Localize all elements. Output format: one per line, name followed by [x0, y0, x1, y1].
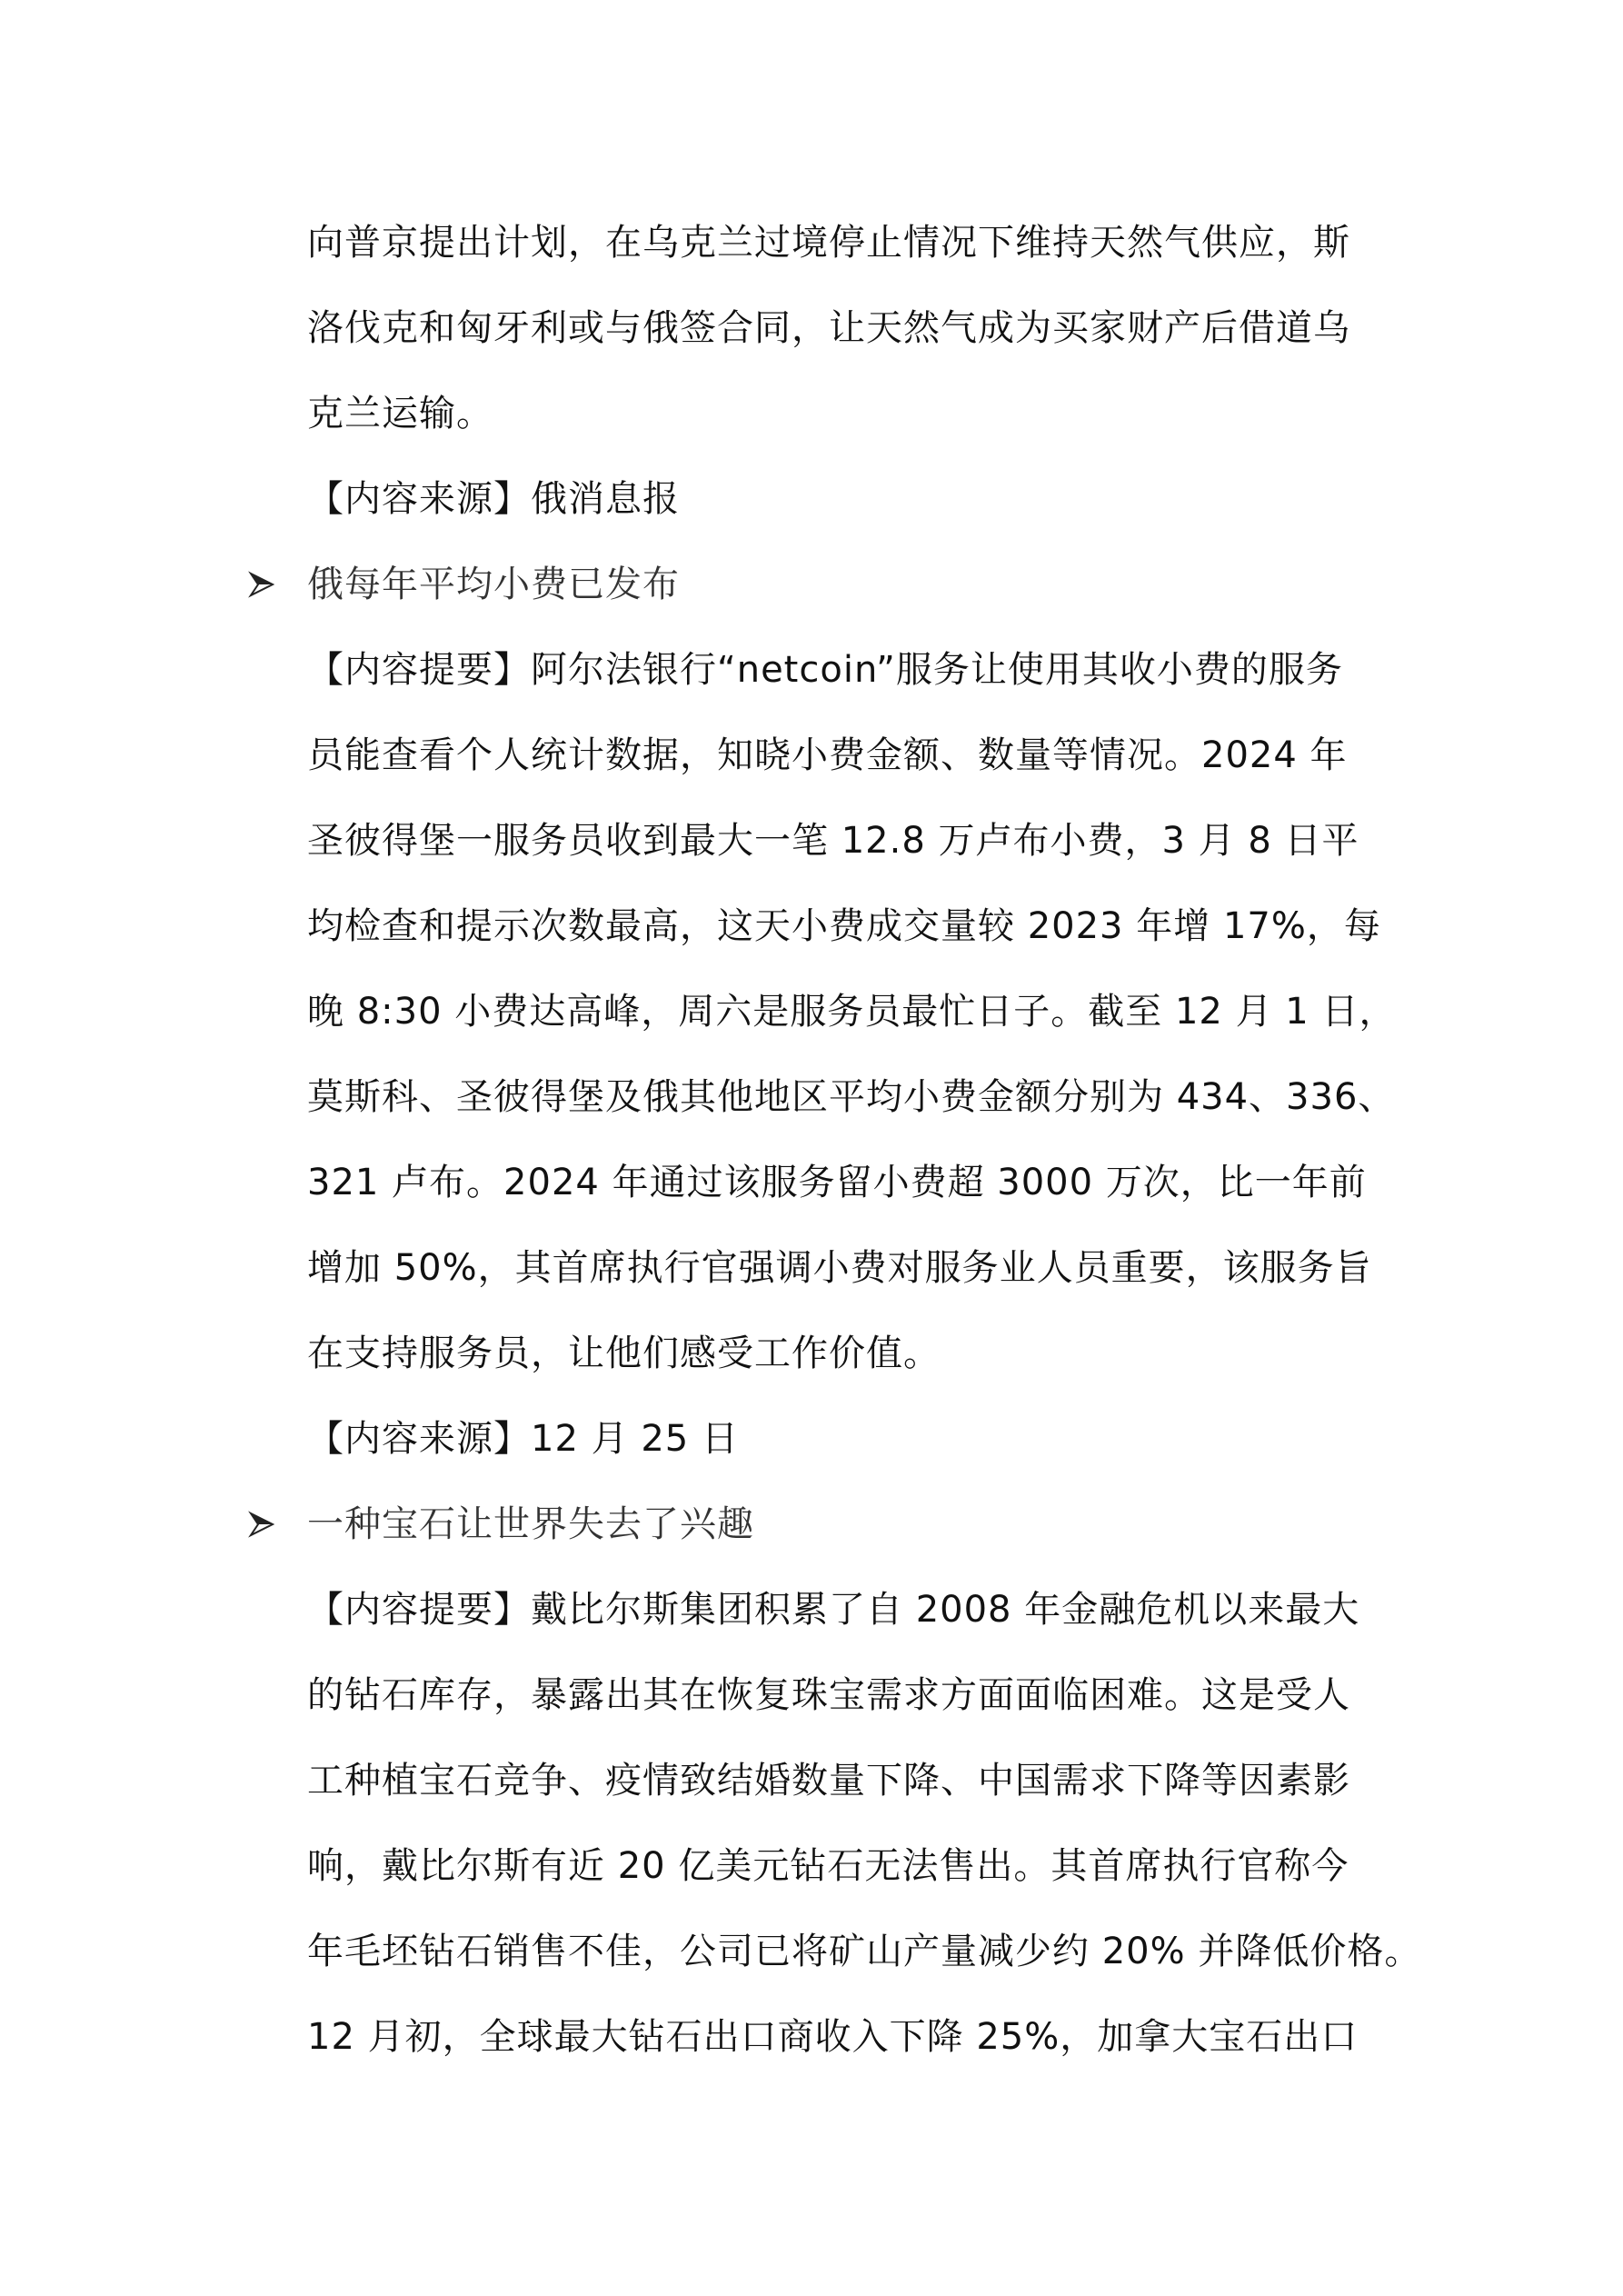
text-line: 在支持服务员，让他们感受工作价值。 — [307, 1333, 941, 1374]
text-line: 的钻石库存，暴露出其在恢复珠宝需求方面面临困难。这是受人 — [307, 1674, 1350, 1716]
gems-paragraph — [307, 1567, 1422, 2080]
text-line: 圣彼得堡一服务员收到最大一笔 12.8 万卢布小费，3 月 8 日平 — [307, 820, 1359, 862]
text-line: 晚 8:30 小费达高峰，周六是服务员最忙日子。截至 12 月 1 日， — [307, 991, 1397, 1033]
text-line: 员能查看个人统计数据，知晓小费金额、数量等情况。2024 年 — [307, 734, 1348, 776]
text-line: 洛伐克和匈牙利或与俄签合同，让天然气成为买家财产后借道乌 — [307, 307, 1350, 349]
text-line: 克兰运输。 — [307, 393, 493, 434]
text-line: 向普京提出计划，在乌克兰过境停止情况下维持天然气供应，斯 — [307, 222, 1350, 264]
text-line: 年毛坯钻石销售不佳，公司已将矿山产量减少约 20% 并降低价格。 — [307, 1931, 1422, 1972]
gems-heading — [307, 1482, 1398, 1567]
text-line: 增加 50%，其首席执行官强调小费对服务业人员重要，该服务旨 — [307, 1247, 1372, 1289]
arrowhead-bullet-icon — [244, 542, 280, 627]
tips-heading — [307, 542, 1398, 627]
text-line: 工种植宝石竞争、疫情致结婚数量下降、中国需求下降等因素影 — [307, 1760, 1350, 1802]
text-line: 12 月初，全球最大钻石出口商收入下降 25%，加拿大宝石出口 — [307, 2016, 1359, 2058]
gems-heading-text: 一种宝石让世界失去了兴趣 — [307, 1503, 754, 1545]
document-body — [307, 200, 1422, 2080]
arrowhead-bullet-icon — [244, 1482, 280, 1567]
text-line: 莫斯科、圣彼得堡及俄其他地区平均小费金额分别为 434、336、 — [307, 1076, 1396, 1118]
intro-source: 【内容来源】俄消息报 — [307, 478, 680, 520]
intro-paragraph — [307, 200, 1398, 456]
text-line: 【内容提要】戴比尔斯集团积累了自 2008 年金融危机以来最大 — [307, 1589, 1360, 1631]
text-line: 均检查和提示次数最高，这天小费成交量较 2023 年增 17%，每 — [307, 905, 1381, 947]
tips-source: 【内容来源】12 月 25 日 — [307, 1418, 739, 1460]
text-line: 321 卢布。2024 年通过该服务留小费超 3000 万次，比一年前 — [307, 1162, 1367, 1203]
text-line: 响，戴比尔斯有近 20 亿美元钻石无法售出。其首席执行官称今 — [307, 1845, 1349, 1887]
tips-paragraph — [307, 627, 1398, 1396]
tips-heading-text: 俄每年平均小费已发布 — [307, 564, 680, 605]
text-line: 【内容提要】阿尔法银行“netcoin”服务让使用其收小费的服务 — [307, 649, 1343, 691]
